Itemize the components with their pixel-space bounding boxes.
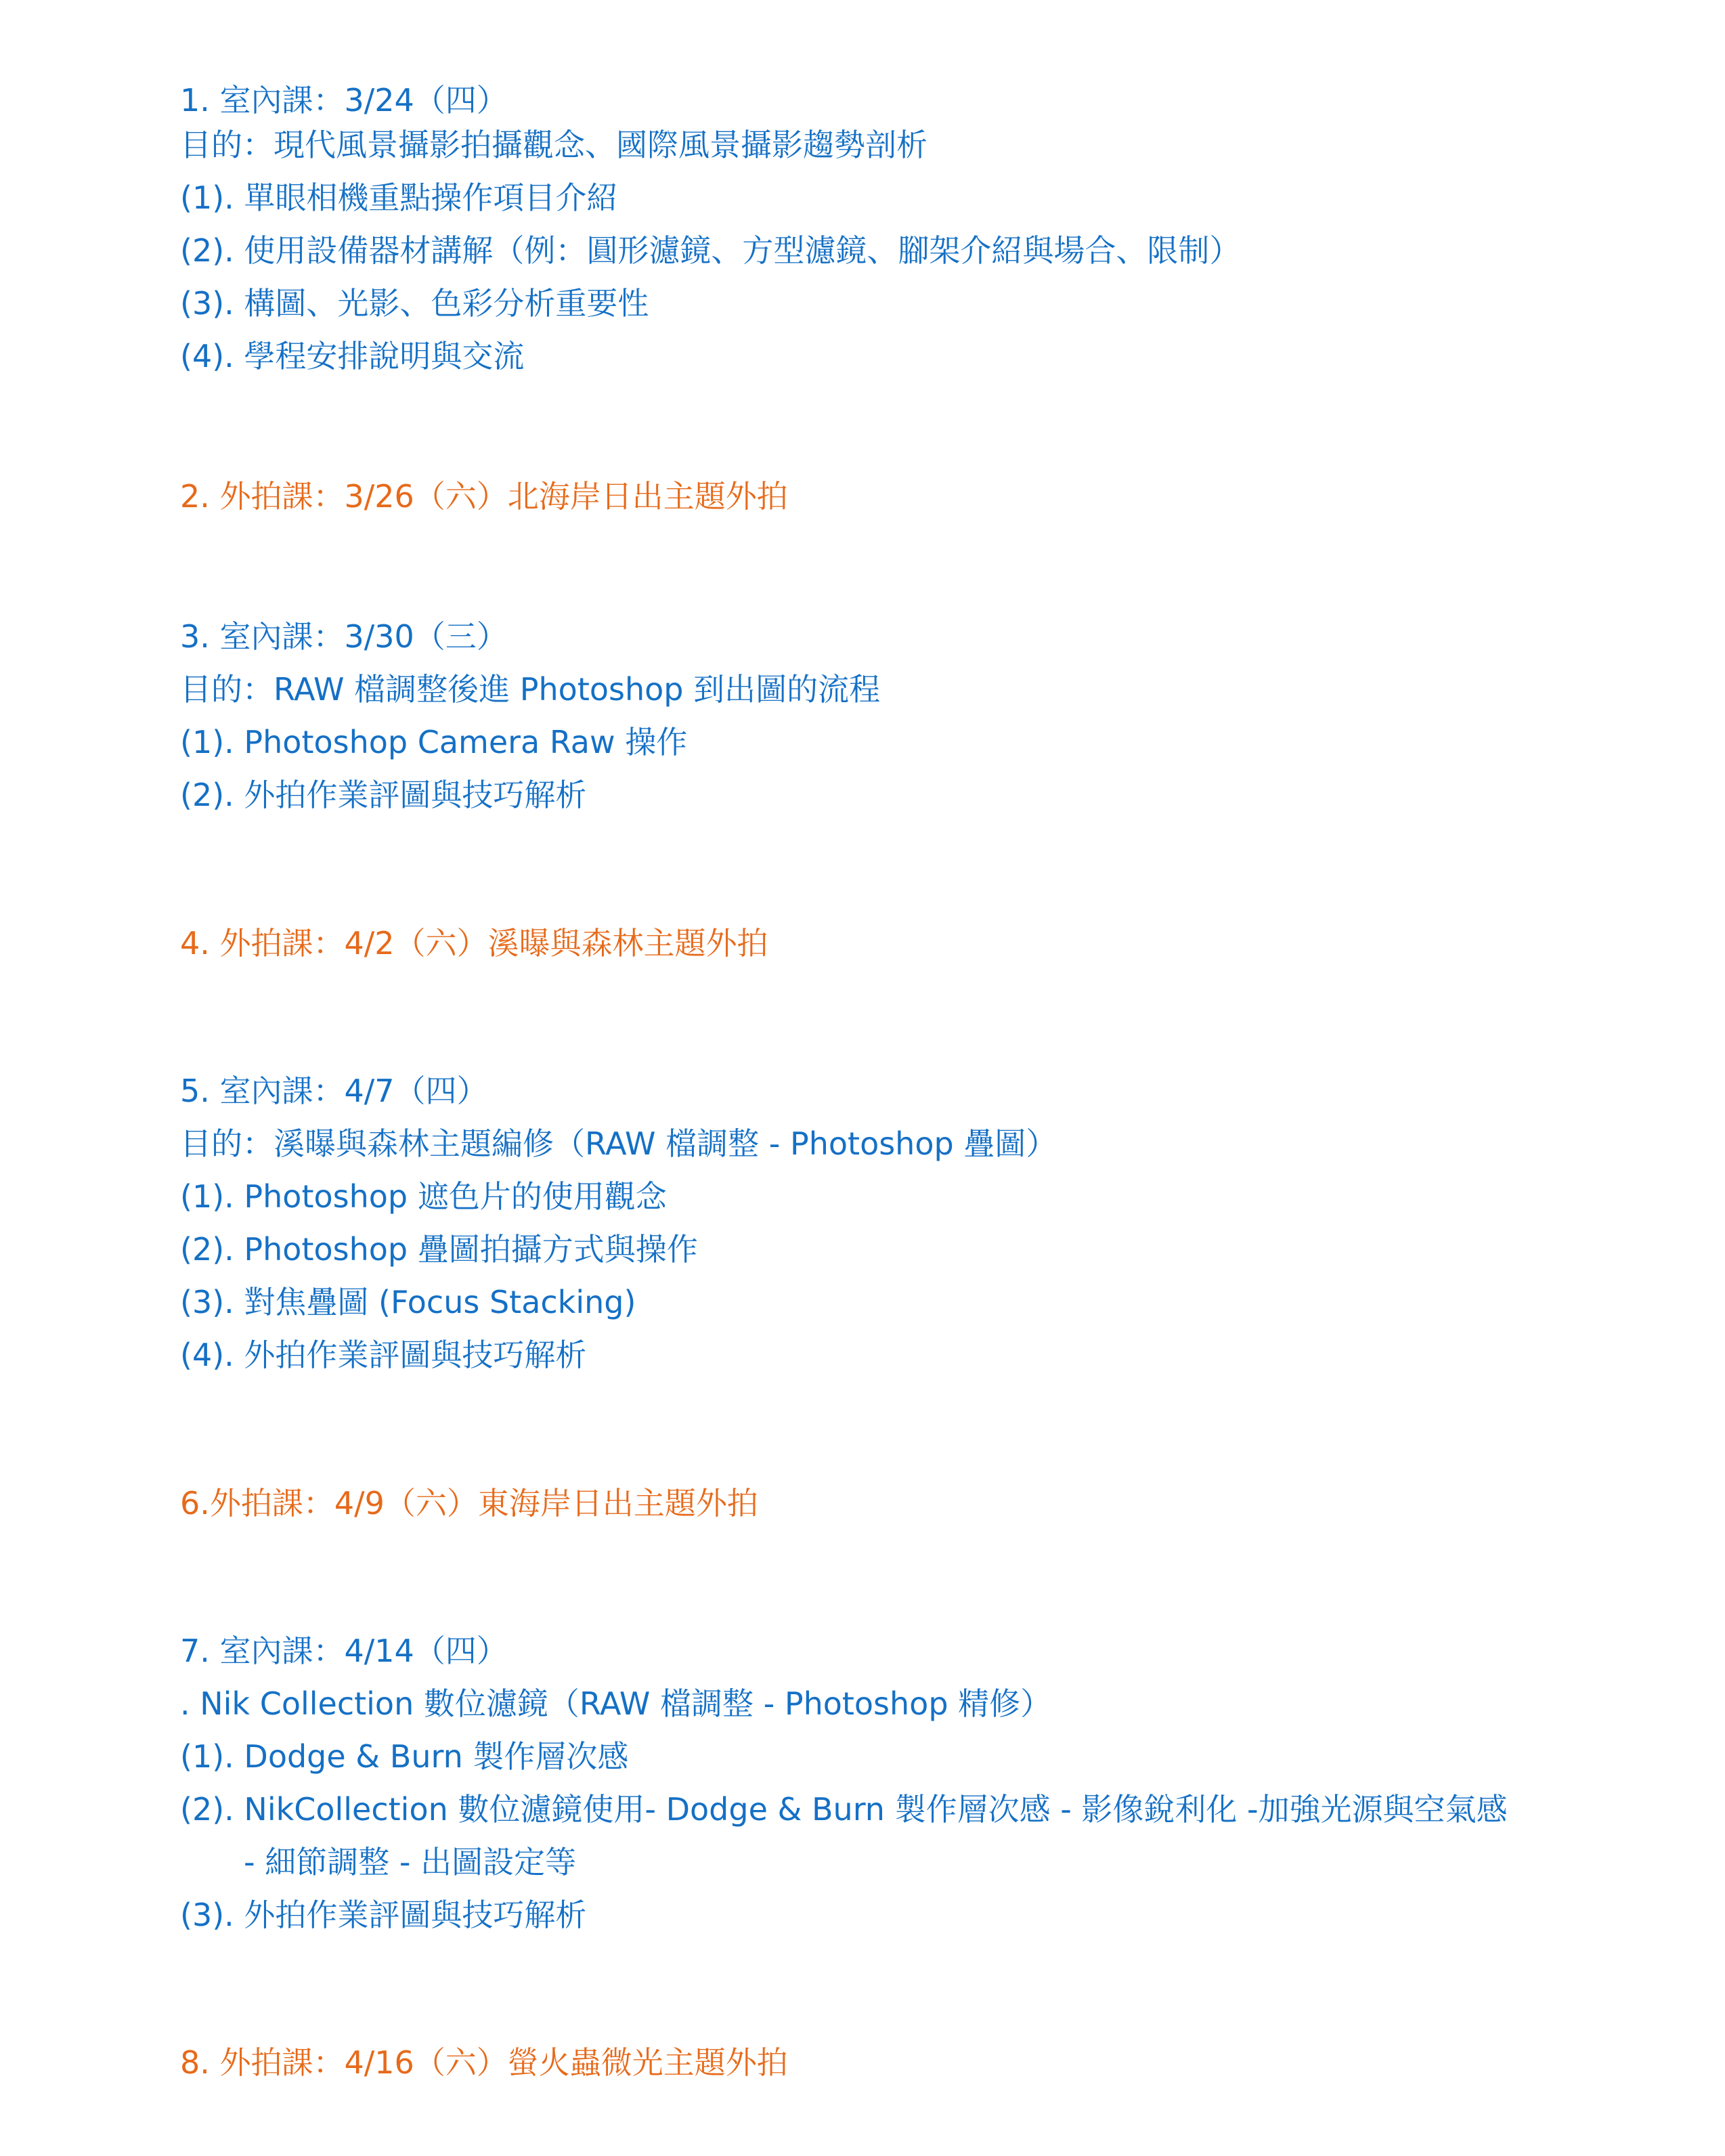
session-7-item-2-continued: - 細節調整 - 出圖設定等	[244, 1844, 577, 1880]
session-3-heading: 3. 室內課：3/30（三）	[180, 618, 508, 655]
session-3-purpose: 目的：RAW 檔調整後進 Photoshop 到出圖的流程	[180, 671, 881, 708]
session-7-item-1: (1). Dodge & Burn 製作層次感	[180, 1738, 629, 1775]
session-3-item-2: (2). 外拍作業評圖與技巧解析	[180, 777, 587, 813]
session-4-heading: 4. 外拍課：4/2（六）溪曝與森林主題外拍	[180, 925, 768, 962]
session-1-purpose: 目的：現代風景攝影拍攝觀念、國際風景攝影趨勢剖析	[180, 127, 927, 163]
session-7-item-2: (2). NikCollection 數位濾鏡使用- Dodge & Burn 製作層次感 - 影像銳利化 -加強光源與空氣感	[180, 1791, 1508, 1828]
session-1-item-3: (3). 構圖、光影、色彩分析重要性	[180, 285, 649, 322]
session-7-purpose: . Nik Collection 數位濾鏡（RAW 檔調整 - Photoshop 精修）	[180, 1685, 1052, 1722]
session-5-item-4: (4). 外拍作業評圖與技巧解析	[180, 1337, 587, 1373]
session-7-item-3: (3). 外拍作業評圖與技巧解析	[180, 1897, 587, 1933]
session-8-heading: 8. 外拍課：4/16（六）螢火蟲微光主題外拍	[180, 2044, 788, 2081]
session-1-item-2: (2). 使用設備器材講解（例：圓形濾鏡、方型濾鏡、腳架介紹與場合、限制）	[180, 232, 1241, 269]
session-7-heading: 7. 室內課：4/14（四）	[180, 1633, 508, 1669]
session-1-item-1: (1). 單眼相機重點操作項目介紹	[180, 179, 618, 216]
session-5-item-3: (3). 對焦疊圖 (Focus Stacking)	[180, 1284, 636, 1320]
session-3-item-1: (1). Photoshop Camera Raw 操作	[180, 724, 688, 760]
session-5-item-2: (2). Photoshop 疊圖拍攝方式與操作	[180, 1231, 698, 1268]
session-1-heading: 1. 室內課：3/24（四）	[180, 82, 508, 118]
session-6-heading: 6.外拍課：4/9（六）東海岸日出主題外拍	[180, 1485, 758, 1522]
session-5-item-1: (1). Photoshop 遮色片的使用觀念	[180, 1178, 667, 1215]
session-5-purpose: 目的：溪曝與森林主題編修（RAW 檔調整 - Photoshop 疊圖）	[180, 1125, 1057, 1162]
session-2-heading: 2. 外拍課：3/26（六）北海岸日出主題外拍	[180, 478, 788, 515]
session-5-heading: 5. 室內課：4/7（四）	[180, 1073, 488, 1109]
session-1-item-4: (4). 學程安排說明與交流	[180, 338, 525, 374]
